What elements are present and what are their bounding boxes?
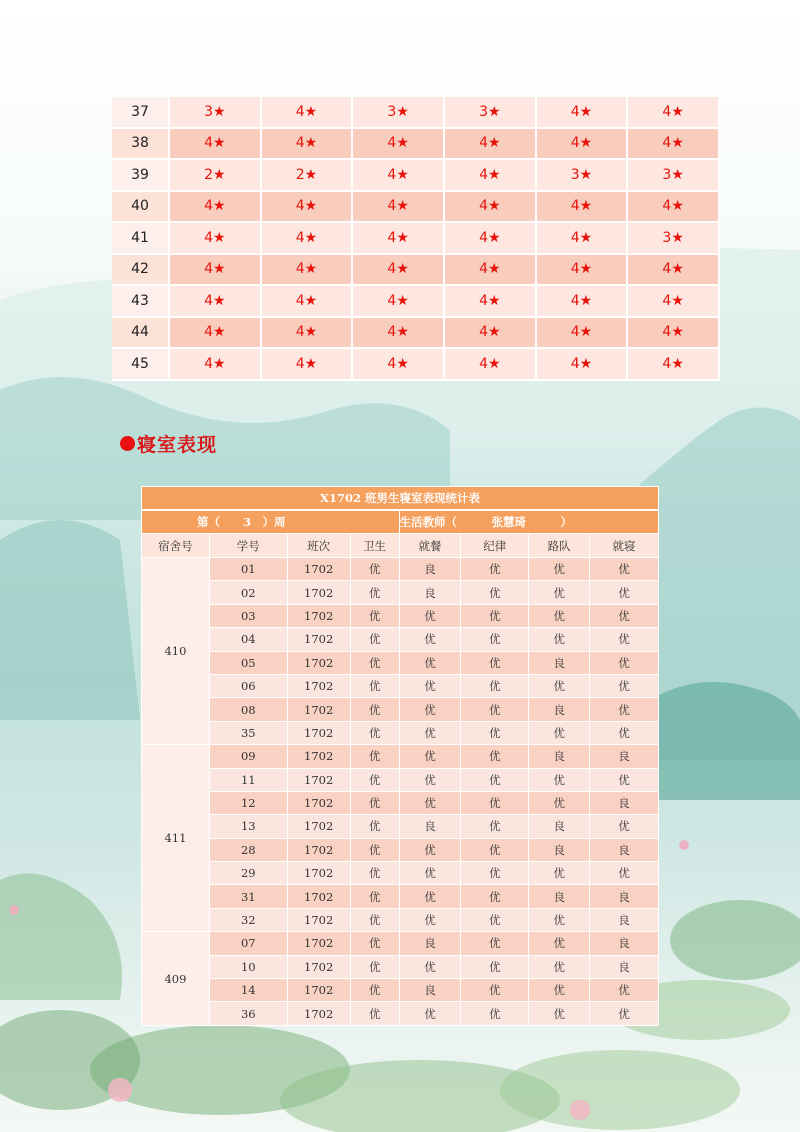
star-rating-cell: 4★ — [445, 318, 537, 350]
student-number: 45 — [112, 349, 170, 381]
hygiene-grade: 优 — [350, 862, 399, 885]
hygiene-grade: 优 — [350, 628, 399, 651]
star-rating-cell: 4★ — [628, 255, 720, 287]
star-rating-cell: 4★ — [353, 223, 445, 255]
student-id: 04 — [209, 628, 287, 651]
star-rating-cell: 4★ — [537, 97, 629, 129]
discipline-grade: 优 — [461, 791, 529, 814]
dorm-table-row — [142, 979, 659, 1002]
star-rating-cell: 4★ — [262, 97, 354, 129]
discipline-grade: 优 — [461, 1002, 529, 1025]
discipline-grade: 优 — [461, 745, 529, 768]
student-id: 29 — [209, 862, 287, 885]
dining-grade: 优 — [399, 745, 461, 768]
star-rating-cell: 3★ — [537, 160, 629, 192]
hygiene-grade: 优 — [350, 1002, 399, 1025]
class-number: 1702 — [287, 885, 350, 908]
hygiene-grade: 优 — [350, 698, 399, 721]
hygiene-grade: 优 — [350, 721, 399, 744]
queue-grade: 优 — [529, 862, 590, 885]
class-number: 1702 — [287, 768, 350, 791]
star-rating-cell: 4★ — [353, 286, 445, 318]
star-rating-cell: 4★ — [445, 192, 537, 224]
star-table-row — [112, 129, 720, 161]
dorm-table-row — [142, 558, 659, 581]
dorm-table-row — [142, 862, 659, 885]
student-id: 12 — [209, 791, 287, 814]
bedtime-grade: 优 — [590, 698, 659, 721]
hygiene-grade: 优 — [350, 581, 399, 604]
discipline-grade: 优 — [461, 979, 529, 1002]
discipline-grade: 优 — [461, 932, 529, 955]
dining-grade: 良 — [399, 581, 461, 604]
red-dot-icon — [120, 436, 135, 451]
student-id: 28 — [209, 838, 287, 861]
student-id: 06 — [209, 674, 287, 697]
star-rating-cell: 2★ — [262, 160, 354, 192]
dorm-table-row — [142, 838, 659, 861]
dorm-table-row — [142, 651, 659, 674]
dorm-table-row — [142, 791, 659, 814]
dining-grade: 优 — [399, 791, 461, 814]
queue-grade: 优 — [529, 932, 590, 955]
dorm-table-header-row — [142, 534, 659, 558]
student-id: 07 — [209, 932, 287, 955]
bedtime-grade: 良 — [590, 908, 659, 931]
student-id: 14 — [209, 979, 287, 1002]
dining-grade: 优 — [399, 1002, 461, 1025]
hygiene-grade: 优 — [350, 558, 399, 581]
star-rating-cell: 4★ — [445, 255, 537, 287]
star-rating-cell: 4★ — [170, 286, 262, 318]
class-number: 1702 — [287, 1002, 350, 1025]
star-rating-table — [112, 97, 720, 381]
hygiene-grade: 优 — [350, 604, 399, 627]
student-id: 03 — [209, 604, 287, 627]
queue-grade: 良 — [529, 698, 590, 721]
class-number: 1702 — [287, 955, 350, 978]
hygiene-grade: 优 — [350, 791, 399, 814]
queue-grade: 优 — [529, 1002, 590, 1025]
student-number: 44 — [112, 318, 170, 350]
queue-grade: 优 — [529, 604, 590, 627]
discipline-grade: 优 — [461, 838, 529, 861]
column-header: 就餐 — [399, 534, 461, 558]
dorm-room-number: 410 — [142, 558, 210, 745]
star-rating-cell: 4★ — [537, 318, 629, 350]
dorm-table-row — [142, 745, 659, 768]
queue-grade: 优 — [529, 581, 590, 604]
star-rating-cell: 2★ — [170, 160, 262, 192]
hygiene-grade: 优 — [350, 908, 399, 931]
class-number: 1702 — [287, 745, 350, 768]
dorm-table-row — [142, 768, 659, 791]
star-rating-cell: 4★ — [537, 286, 629, 318]
dining-grade: 优 — [399, 955, 461, 978]
student-id: 36 — [209, 1002, 287, 1025]
star-rating-cell: 4★ — [353, 349, 445, 381]
bedtime-grade: 优 — [590, 628, 659, 651]
hygiene-grade: 优 — [350, 674, 399, 697]
queue-grade: 优 — [529, 674, 590, 697]
star-rating-cell: 4★ — [170, 192, 262, 224]
bedtime-grade: 良 — [590, 885, 659, 908]
star-rating-cell: 3★ — [353, 97, 445, 129]
column-header: 纪律 — [461, 534, 529, 558]
dining-grade: 良 — [399, 815, 461, 838]
queue-grade: 良 — [529, 838, 590, 861]
star-table-row — [112, 97, 720, 129]
hygiene-grade: 优 — [350, 838, 399, 861]
bedtime-grade: 优 — [590, 604, 659, 627]
class-number: 1702 — [287, 862, 350, 885]
hygiene-grade: 优 — [350, 955, 399, 978]
bedtime-grade: 良 — [590, 932, 659, 955]
dining-grade: 优 — [399, 604, 461, 627]
bedtime-grade: 优 — [590, 815, 659, 838]
star-rating-cell: 4★ — [628, 97, 720, 129]
class-number: 1702 — [287, 721, 350, 744]
dining-grade: 优 — [399, 698, 461, 721]
star-rating-cell: 4★ — [170, 129, 262, 161]
class-number: 1702 — [287, 628, 350, 651]
dining-grade: 优 — [399, 862, 461, 885]
bedtime-grade: 优 — [590, 862, 659, 885]
queue-grade: 优 — [529, 979, 590, 1002]
star-rating-cell: 4★ — [537, 349, 629, 381]
queue-grade: 优 — [529, 628, 590, 651]
class-number: 1702 — [287, 932, 350, 955]
star-rating-cell: 4★ — [628, 286, 720, 318]
star-rating-cell: 4★ — [353, 318, 445, 350]
star-rating-cell: 4★ — [170, 255, 262, 287]
star-rating-cell: 3★ — [628, 223, 720, 255]
star-rating-cell: 4★ — [537, 129, 629, 161]
bedtime-grade: 优 — [590, 768, 659, 791]
queue-grade: 优 — [529, 908, 590, 931]
student-number: 41 — [112, 223, 170, 255]
dorm-table-row — [142, 955, 659, 978]
dorm-table-row — [142, 721, 659, 744]
bedtime-grade: 优 — [590, 674, 659, 697]
star-rating-cell: 4★ — [353, 192, 445, 224]
star-rating-cell: 4★ — [262, 192, 354, 224]
dining-grade: 优 — [399, 721, 461, 744]
dorm-table-row — [142, 674, 659, 697]
section-heading-text: 寝室表现 — [137, 433, 218, 456]
dorm-table-row — [142, 604, 659, 627]
student-id: 05 — [209, 651, 287, 674]
star-rating-cell: 4★ — [537, 192, 629, 224]
dining-grade: 优 — [399, 908, 461, 931]
dorm-table-row — [142, 1002, 659, 1025]
bedtime-grade: 优 — [590, 979, 659, 1002]
queue-grade: 优 — [529, 955, 590, 978]
class-number: 1702 — [287, 815, 350, 838]
star-rating-cell: 4★ — [262, 255, 354, 287]
star-rating-cell: 4★ — [537, 223, 629, 255]
dorm-table-body — [142, 487, 659, 1026]
dorm-room-number: 411 — [142, 745, 210, 932]
student-number: 37 — [112, 97, 170, 129]
dorm-performance-table — [141, 486, 659, 1026]
dining-grade: 优 — [399, 628, 461, 651]
star-table-row — [112, 349, 720, 381]
dining-grade: 优 — [399, 885, 461, 908]
discipline-grade: 优 — [461, 908, 529, 931]
dining-grade: 良 — [399, 932, 461, 955]
hygiene-grade: 优 — [350, 979, 399, 1002]
bedtime-grade: 优 — [590, 558, 659, 581]
hygiene-grade: 优 — [350, 932, 399, 955]
star-table-row — [112, 286, 720, 318]
discipline-grade: 优 — [461, 651, 529, 674]
star-rating-cell: 4★ — [170, 223, 262, 255]
class-number: 1702 — [287, 674, 350, 697]
dining-grade: 优 — [399, 674, 461, 697]
star-rating-cell: 4★ — [537, 255, 629, 287]
hygiene-grade: 优 — [350, 815, 399, 838]
student-number: 39 — [112, 160, 170, 192]
class-number: 1702 — [287, 651, 350, 674]
column-header: 班次 — [287, 534, 350, 558]
dining-grade: 良 — [399, 979, 461, 1002]
star-table-row — [112, 192, 720, 224]
student-number: 42 — [112, 255, 170, 287]
dining-grade: 良 — [399, 558, 461, 581]
hygiene-grade: 优 — [350, 768, 399, 791]
student-number: 40 — [112, 192, 170, 224]
column-header: 就寝 — [590, 534, 659, 558]
student-number: 43 — [112, 286, 170, 318]
discipline-grade: 优 — [461, 768, 529, 791]
discipline-grade: 优 — [461, 581, 529, 604]
bedtime-grade: 良 — [590, 955, 659, 978]
student-id: 02 — [209, 581, 287, 604]
discipline-grade: 优 — [461, 885, 529, 908]
discipline-grade: 优 — [461, 698, 529, 721]
queue-grade: 优 — [529, 791, 590, 814]
student-id: 13 — [209, 815, 287, 838]
queue-grade: 优 — [529, 721, 590, 744]
discipline-grade: 优 — [461, 862, 529, 885]
star-rating-cell: 4★ — [262, 223, 354, 255]
discipline-grade: 优 — [461, 628, 529, 651]
star-rating-cell: 4★ — [628, 318, 720, 350]
star-rating-cell: 3★ — [170, 97, 262, 129]
star-rating-cell: 4★ — [445, 160, 537, 192]
star-table-row — [112, 255, 720, 287]
dorm-table-row — [142, 885, 659, 908]
dorm-table-row — [142, 581, 659, 604]
queue-grade: 良 — [529, 885, 590, 908]
class-number: 1702 — [287, 908, 350, 931]
queue-grade: 良 — [529, 815, 590, 838]
discipline-grade: 优 — [461, 815, 529, 838]
class-number: 1702 — [287, 838, 350, 861]
star-rating-cell: 4★ — [170, 318, 262, 350]
dining-grade: 优 — [399, 651, 461, 674]
star-rating-cell: 4★ — [445, 286, 537, 318]
column-header: 卫生 — [350, 534, 399, 558]
queue-grade: 良 — [529, 651, 590, 674]
queue-grade: 良 — [529, 745, 590, 768]
star-table-row — [112, 318, 720, 350]
star-rating-cell: 4★ — [353, 129, 445, 161]
student-id: 01 — [209, 558, 287, 581]
class-number: 1702 — [287, 581, 350, 604]
section-heading — [120, 430, 217, 456]
bedtime-grade: 优 — [590, 721, 659, 744]
class-number: 1702 — [287, 791, 350, 814]
star-rating-cell: 3★ — [445, 97, 537, 129]
class-number: 1702 — [287, 604, 350, 627]
star-table-row — [112, 223, 720, 255]
queue-grade: 优 — [529, 558, 590, 581]
bedtime-grade: 良 — [590, 838, 659, 861]
dorm-table-title: X1702 班男生寝室表现统计表 — [142, 487, 659, 511]
class-number: 1702 — [287, 698, 350, 721]
star-rating-cell: 4★ — [628, 349, 720, 381]
star-rating-cell: 4★ — [445, 349, 537, 381]
bedtime-grade: 良 — [590, 791, 659, 814]
dining-grade: 优 — [399, 838, 461, 861]
bedtime-grade: 优 — [590, 581, 659, 604]
student-id: 08 — [209, 698, 287, 721]
star-rating-cell: 3★ — [628, 160, 720, 192]
star-rating-cell: 4★ — [262, 349, 354, 381]
star-rating-cell: 4★ — [262, 318, 354, 350]
discipline-grade: 优 — [461, 674, 529, 697]
class-number: 1702 — [287, 979, 350, 1002]
column-header: 学号 — [209, 534, 287, 558]
star-rating-cell: 4★ — [262, 286, 354, 318]
dorm-table-row — [142, 815, 659, 838]
star-rating-cell: 4★ — [445, 129, 537, 161]
dorm-table-row — [142, 908, 659, 931]
star-rating-cell: 4★ — [628, 192, 720, 224]
week-label: 第（ 3 ）周 — [142, 510, 400, 534]
dorm-room-number: 409 — [142, 932, 210, 1026]
dorm-table-info-row — [142, 510, 659, 534]
student-id: 35 — [209, 721, 287, 744]
discipline-grade: 优 — [461, 604, 529, 627]
bedtime-grade: 优 — [590, 651, 659, 674]
discipline-grade: 优 — [461, 558, 529, 581]
dorm-table-row — [142, 698, 659, 721]
column-header: 路队 — [529, 534, 590, 558]
hygiene-grade: 优 — [350, 651, 399, 674]
class-number: 1702 — [287, 558, 350, 581]
star-rating-cell: 4★ — [353, 255, 445, 287]
dorm-table-title-row — [142, 487, 659, 511]
star-rating-cell: 4★ — [445, 223, 537, 255]
star-rating-cell: 4★ — [353, 160, 445, 192]
queue-grade: 优 — [529, 768, 590, 791]
student-id: 10 — [209, 955, 287, 978]
star-rating-cell: 4★ — [628, 129, 720, 161]
bedtime-grade: 良 — [590, 745, 659, 768]
star-table-row — [112, 160, 720, 192]
column-header: 宿舍号 — [142, 534, 210, 558]
student-number: 38 — [112, 129, 170, 161]
bedtime-grade: 优 — [590, 1002, 659, 1025]
student-id: 32 — [209, 908, 287, 931]
dining-grade: 优 — [399, 768, 461, 791]
student-id: 31 — [209, 885, 287, 908]
star-rating-body — [112, 97, 720, 381]
dorm-table-row — [142, 932, 659, 955]
hygiene-grade: 优 — [350, 885, 399, 908]
student-id: 09 — [209, 745, 287, 768]
discipline-grade: 优 — [461, 955, 529, 978]
star-rating-cell: 4★ — [170, 349, 262, 381]
discipline-grade: 优 — [461, 721, 529, 744]
hygiene-grade: 优 — [350, 745, 399, 768]
dorm-table-row — [142, 628, 659, 651]
star-rating-cell: 4★ — [262, 129, 354, 161]
student-id: 11 — [209, 768, 287, 791]
teacher-label: 生活教师（ 张慧琦 ） — [399, 510, 658, 534]
